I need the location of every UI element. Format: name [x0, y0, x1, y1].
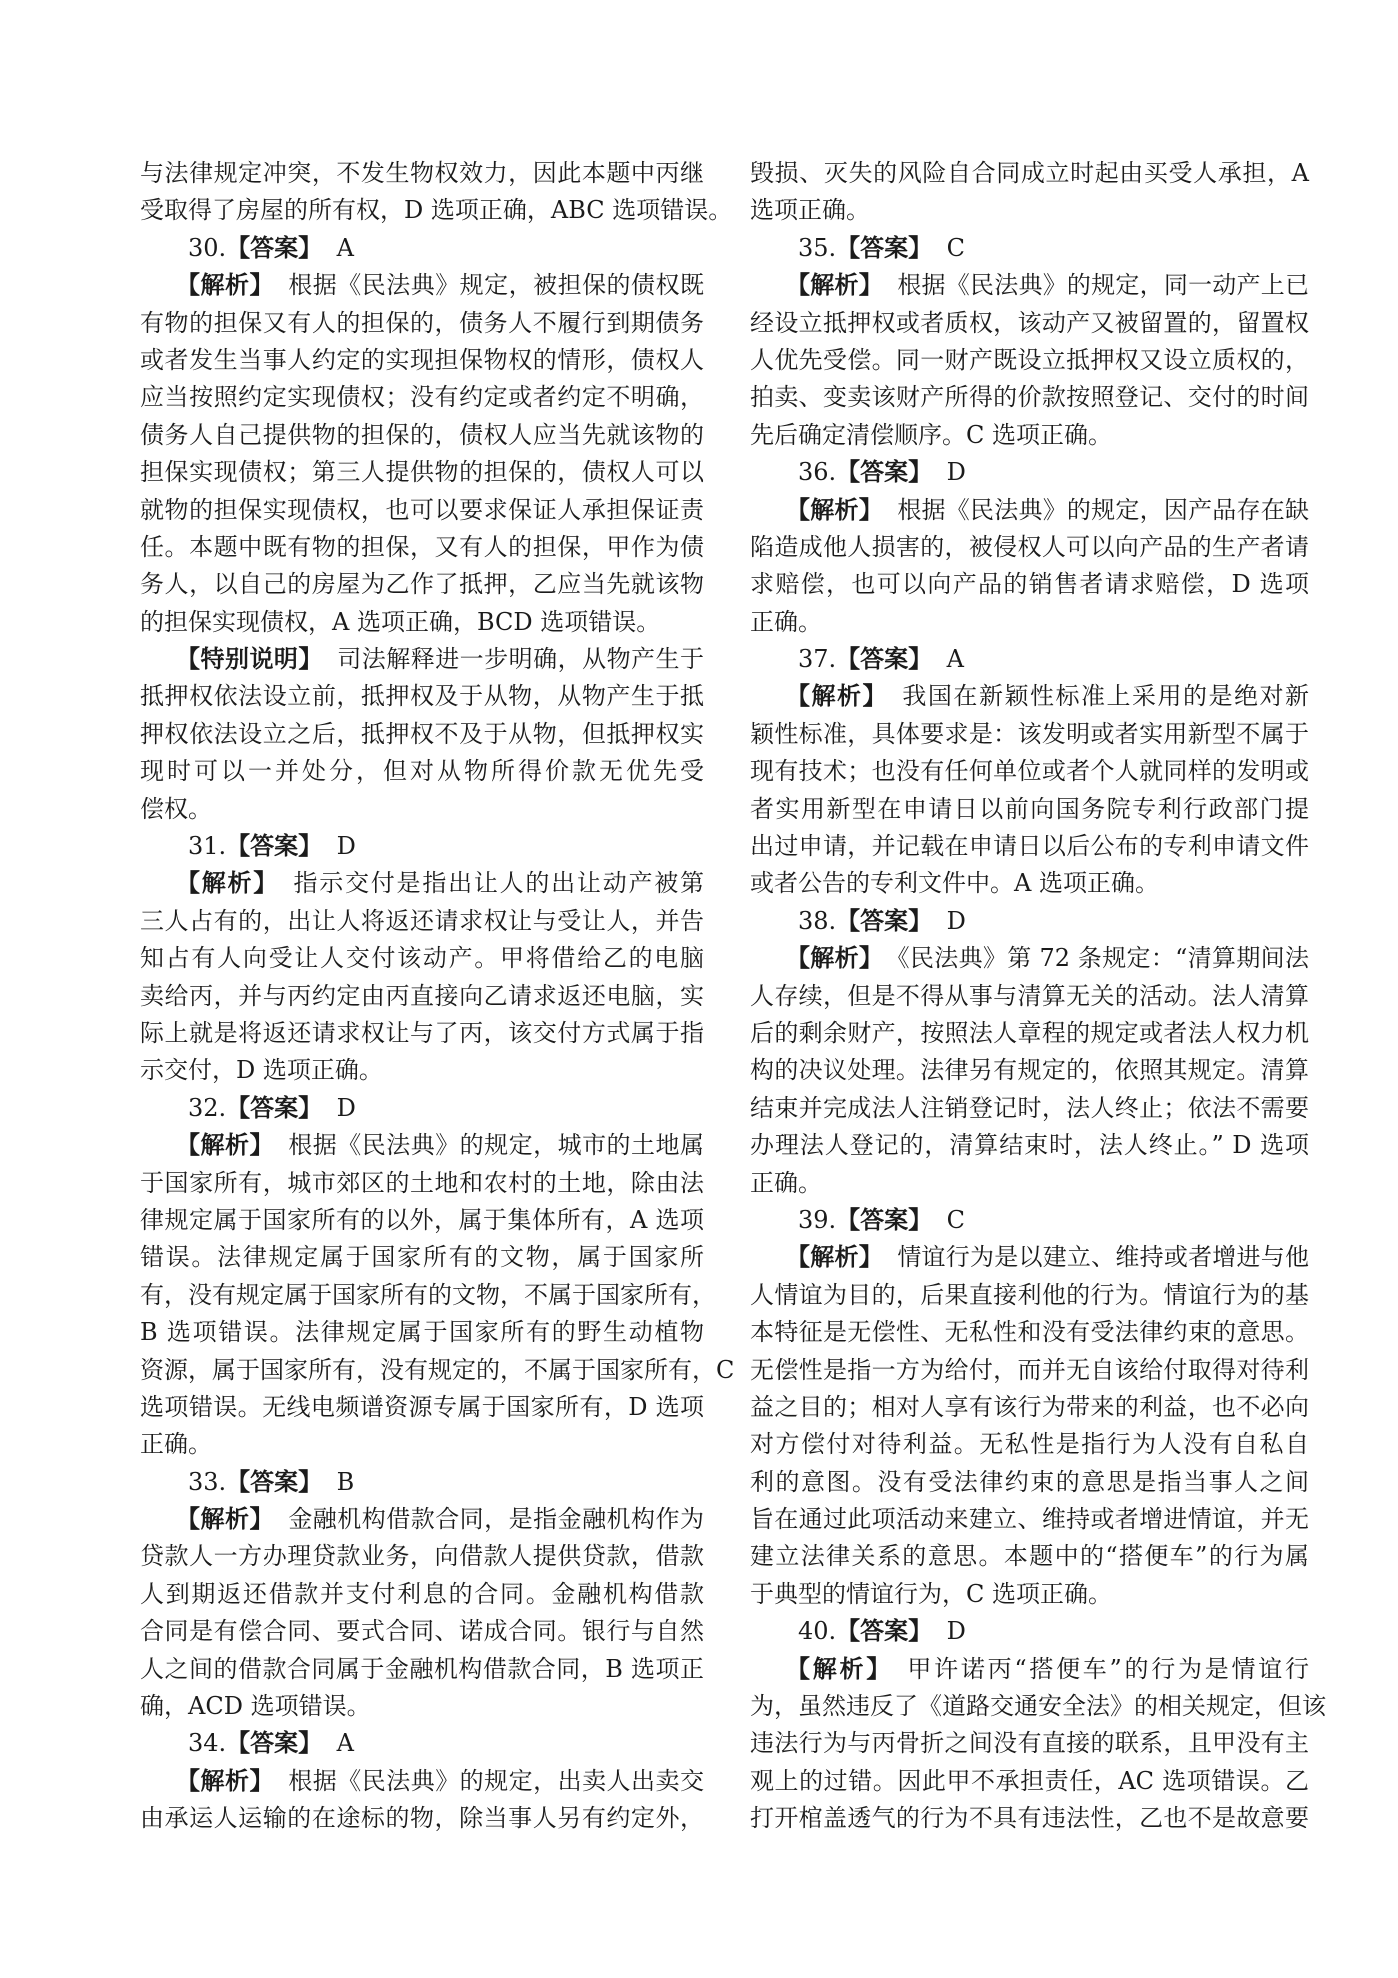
- text-line: [140, 417, 704, 454]
- text-line: [750, 417, 1309, 454]
- line-text: 偿权。: [140, 794, 212, 823]
- text-line: [140, 1015, 704, 1052]
- text-line: [750, 828, 1309, 865]
- line-text: 经设立抵押权或者质权，该动产又被留置的，留置权: [750, 308, 1309, 337]
- line-text: 合同是有偿合同、要式合同、诺成合同。银行与自然: [140, 1617, 704, 1646]
- line-text: 于典型的情谊行为，C 选项正确。: [750, 1579, 1112, 1608]
- analysis-label: 【解析】: [786, 1243, 883, 1272]
- line-text: 益之目的；相对人享有该行为带来的利益，也不必向: [750, 1392, 1309, 1421]
- analysis-label: 【解析】: [176, 1766, 274, 1795]
- line-text: 押权依法设立之后，抵押权不及于从物，但抵押权实: [140, 719, 704, 748]
- answer-line: [750, 230, 1309, 267]
- answer-value: D: [946, 1617, 966, 1646]
- line-text: 根据《民法典》的规定，同一动产上已: [897, 271, 1309, 300]
- text-line: [140, 940, 704, 977]
- text-line: [140, 791, 704, 828]
- text-line: [140, 604, 704, 641]
- text-line: [140, 155, 704, 192]
- text-line: [750, 1352, 1309, 1389]
- answer-line: [750, 1202, 1309, 1239]
- text-line: [140, 379, 704, 416]
- text-line: [750, 1426, 1309, 1463]
- text-line: [140, 978, 704, 1015]
- text-line: [140, 1576, 704, 1613]
- answer-label: 【答案】: [836, 233, 933, 262]
- right-column: [750, 155, 1326, 1838]
- text-line: [140, 1688, 704, 1725]
- line-text: 知占有人向受让人交付该动产。甲将借给乙的电脑: [140, 944, 704, 973]
- line-text: 现有技术；也没有任何单位或者个人就同样的发明或: [750, 757, 1309, 786]
- answer-line: [750, 641, 1309, 678]
- text-line: [750, 1725, 1309, 1762]
- answer-label: 【答案】: [836, 1617, 933, 1646]
- text-line: [750, 305, 1309, 342]
- line-text: 有物的担保又有人的担保的，债务人不履行到期债务: [140, 308, 704, 337]
- line-text: 无偿性是指一方为给付，而并无自该给付取得对待利: [750, 1355, 1309, 1384]
- analysis-line: [140, 1127, 704, 1164]
- line-text: 甲许诺丙“搭便车”的行为是情谊行: [907, 1654, 1309, 1683]
- text-line: [750, 342, 1309, 379]
- text-line: [140, 1389, 704, 1426]
- line-text: 任。本题中既有物的担保，又有人的担保，甲作为债: [140, 532, 704, 561]
- line-text: 示交付，D 选项正确。: [140, 1056, 383, 1085]
- answer-value: D: [336, 1093, 356, 1122]
- line-text: 选项错误。无线电频谱资源专属于国家所有，D 选项: [140, 1392, 704, 1421]
- analysis-line: [750, 492, 1309, 529]
- answer-label: 【答案】: [226, 1093, 323, 1122]
- text-line: [750, 1538, 1309, 1575]
- line-text: 我国在新颖性标准上采用的是绝对新: [902, 682, 1310, 711]
- line-text: 根据《民法典》规定，被担保的债权既: [288, 271, 704, 300]
- line-text: 根据《民法典》的规定，出卖人出卖交: [288, 1766, 704, 1795]
- question-number: 37.: [798, 645, 837, 674]
- question-number: 36.: [798, 458, 837, 487]
- line-text: 正确。: [750, 1168, 822, 1197]
- text-line: [750, 604, 1309, 641]
- line-text: 后的剩余财产，按照法人章程的规定或者法人权力机: [750, 1018, 1309, 1047]
- text-line: [750, 1464, 1309, 1501]
- answer-value: D: [946, 906, 966, 935]
- text-line: [750, 1501, 1309, 1538]
- analysis-label: 【解析】: [786, 495, 883, 524]
- line-text: 《民法典》第 72 条规定：“清算期间法: [897, 944, 1309, 973]
- text-line: [750, 1090, 1309, 1127]
- line-text: 本特征是无偿性、无私性和没有受法律约束的意思。: [750, 1318, 1309, 1347]
- question-number: 33.: [188, 1467, 227, 1496]
- line-text: 担保实现债权；第三人提供物的担保的，债权人可以: [140, 458, 704, 487]
- answer-value: B: [336, 1467, 355, 1496]
- line-text: 办理法人登记的，清算结束时，法人终止。” D 选项: [750, 1131, 1309, 1160]
- line-text: 三人占有的，出让人将返还请求权让与受让人，并告: [140, 906, 704, 935]
- line-text: 旨在通过此项活动来建立、维持或者增进情谊，并无: [750, 1505, 1309, 1534]
- answer-label: 【答案】: [836, 906, 933, 935]
- line-text: 出过申请，并记载在申请日以后公布的专利申请文件: [750, 832, 1309, 861]
- answer-line: [140, 1725, 704, 1762]
- analysis-label: 【解析】: [176, 869, 280, 898]
- line-text: 毁损、灭失的风险自合同成立时起由买受人承担，A: [750, 159, 1309, 187]
- line-text: 指示交付是指出让人的出让动产被第: [293, 869, 705, 898]
- answer-line: [140, 828, 704, 865]
- answer-label: 【答案】: [226, 1729, 323, 1758]
- line-text: 现时可以一并处分，但对从物所得价款无优先受: [140, 757, 704, 786]
- line-text: 结束并完成法人注销登记时，法人终止；依法不需要: [750, 1093, 1309, 1122]
- answer-line: [140, 1090, 704, 1127]
- line-text: 人优先受偿。同一财产既设立抵押权又设立质权的，: [750, 345, 1309, 374]
- line-text: 金融机构借款合同，是指金融机构作为: [288, 1505, 704, 1534]
- answer-line: [750, 903, 1309, 940]
- line-text: 为，虽然违反了《道路交通安全法》的相关规定，但该: [750, 1692, 1326, 1721]
- line-text: 先后确定清偿顺序。C 选项正确。: [750, 420, 1112, 449]
- text-line: [750, 1763, 1309, 1800]
- line-text: 拍卖、变卖该财产所得的价款按照登记、交付的时间: [750, 383, 1309, 412]
- left-column: [140, 155, 735, 1838]
- text-line: [140, 1426, 704, 1463]
- analysis-line: [140, 1763, 704, 1800]
- text-line: [750, 1576, 1309, 1613]
- analysis-line: [750, 1239, 1309, 1276]
- analysis-line: [750, 940, 1309, 977]
- text-line: [750, 865, 1309, 902]
- text-line: [140, 1052, 704, 1089]
- line-text: 错误。法律规定属于国家所有的文物，属于国家所: [140, 1243, 704, 1272]
- answer-line: [750, 1613, 1309, 1650]
- line-text: 应当按照约定实现债权；没有约定或者约定不明确，: [140, 383, 704, 412]
- line-text: 观上的过错。因此甲不承担责任，AC 选项错误。乙: [750, 1766, 1309, 1795]
- line-text: 人之间的借款合同属于金融机构借款合同，B 选项正: [140, 1654, 704, 1683]
- special-note-label: 【特别说明】: [176, 645, 323, 674]
- line-text: 正确。: [750, 607, 822, 636]
- line-text: 颖性标准，具体要求是：该发明或者实用新型不属于: [750, 719, 1309, 748]
- analysis-line: [140, 865, 704, 902]
- line-text: 于国家所有，城市郊区的土地和农村的土地，除由法: [140, 1168, 704, 1197]
- line-text: 建立法律关系的意思。本题中的“搭便车”的行为属: [750, 1542, 1309, 1571]
- text-line: [750, 753, 1309, 790]
- special-note-line: [140, 641, 704, 678]
- text-line: [750, 1688, 1326, 1725]
- question-number: 40.: [798, 1617, 837, 1646]
- line-text: 选项正确。: [750, 196, 870, 225]
- analysis-line: [750, 267, 1309, 304]
- line-text: 正确。: [140, 1430, 212, 1459]
- text-line: [750, 155, 1309, 192]
- analysis-label: 【解析】: [786, 682, 889, 711]
- line-text: 或者公告的专利文件中。A 选项正确。: [750, 869, 1159, 898]
- text-line: [750, 1800, 1309, 1837]
- answer-line: [140, 1464, 704, 1501]
- line-text: 人情谊为目的，后果直接利他的行为。情谊行为的基: [750, 1280, 1309, 1309]
- analysis-label: 【解析】: [786, 271, 883, 300]
- question-number: 39.: [798, 1205, 837, 1234]
- answer-value: D: [946, 458, 966, 487]
- text-line: [140, 192, 733, 229]
- analysis-line: [140, 1501, 704, 1538]
- text-line: [750, 1165, 1309, 1202]
- analysis-line: [750, 1651, 1309, 1688]
- line-text: 打开棺盖透气的行为不具有违法性，乙也不是故意要: [750, 1804, 1309, 1833]
- line-text: 就物的担保实现债权，也可以要求保证人承担保证责: [140, 495, 704, 524]
- answer-value: D: [336, 832, 356, 861]
- line-text: 的担保实现债权，A 选项正确，BCD 选项错误。: [140, 607, 661, 636]
- line-text: 利的意图。没有受法律约束的意思是指当事人之间: [750, 1467, 1309, 1496]
- line-text: 对方偿付对待利益。无私性是指行为人没有自私自: [750, 1430, 1309, 1459]
- question-number: 31.: [188, 832, 227, 861]
- line-text: 抵押权依法设立前，抵押权及于从物，从物产生于抵: [140, 682, 704, 711]
- text-line: [750, 1277, 1309, 1314]
- line-text: 或者发生当事人约定的实现担保物权的情形，债权人: [140, 345, 704, 374]
- text-line: [140, 305, 704, 342]
- analysis-line: [750, 678, 1309, 715]
- answer-label: 【答案】: [226, 1467, 323, 1496]
- text-line: [140, 454, 704, 491]
- answer-label: 【答案】: [836, 458, 933, 487]
- answer-value: C: [946, 233, 965, 262]
- answer-value: A: [336, 233, 354, 262]
- text-line: [140, 1538, 704, 1575]
- answer-label: 【答案】: [836, 645, 933, 674]
- text-line: [750, 529, 1309, 566]
- analysis-label: 【解析】: [176, 1505, 274, 1534]
- text-line: [140, 678, 704, 715]
- line-text: 贷款人一方办理贷款业务，向借款人提供贷款，借款: [140, 1542, 704, 1571]
- line-text: 根据《民法典》的规定，因产品存在缺: [897, 495, 1309, 524]
- text-line: [750, 791, 1309, 828]
- text-line: [140, 1239, 704, 1276]
- analysis-line: [140, 267, 704, 304]
- text-line: [140, 903, 704, 940]
- text-line: [750, 1015, 1309, 1052]
- text-line: [140, 492, 704, 529]
- text-line: [750, 1127, 1309, 1164]
- text-line: [140, 529, 704, 566]
- line-text: 人存续，但是不得从事与清算无关的活动。法人清算: [750, 981, 1309, 1010]
- text-line: [140, 753, 704, 790]
- line-text: 受取得了房屋的所有权，D 选项正确，ABC 选项错误。: [140, 196, 733, 225]
- analysis-label: 【解析】: [176, 1131, 274, 1160]
- text-line: [140, 716, 704, 753]
- answer-line: [140, 230, 704, 267]
- line-text: 根据《民法典》的规定，城市的土地属: [288, 1131, 704, 1160]
- answer-label: 【答案】: [836, 1205, 933, 1234]
- text-line: [140, 1202, 704, 1239]
- text-line: [140, 342, 704, 379]
- line-text: 违法行为与丙骨折之间没有直接的联系，且甲没有主: [750, 1729, 1309, 1758]
- question-number: 32.: [188, 1093, 227, 1122]
- text-line: [750, 1389, 1309, 1426]
- text-line: [750, 192, 1309, 229]
- text-line: [750, 566, 1309, 603]
- line-text: 卖给丙，并与丙约定由丙直接向乙请求返还电脑，实: [140, 981, 704, 1010]
- line-text: 际上就是将返还请求权让与了丙，该交付方式属于指: [140, 1018, 704, 1047]
- question-number: 35.: [798, 233, 837, 262]
- answer-value: C: [946, 1205, 965, 1234]
- text-line: [750, 1314, 1309, 1351]
- line-text: 律规定属于国家所有的以外，属于集体所有，A 选项: [140, 1205, 704, 1234]
- line-text: 确，ACD 选项错误。: [140, 1692, 371, 1721]
- text-line: [140, 1165, 704, 1202]
- analysis-label: 【解析】: [786, 944, 884, 973]
- analysis-label: 【解析】: [786, 1654, 893, 1683]
- answer-value: A: [336, 1729, 354, 1758]
- text-line: [750, 978, 1309, 1015]
- text-line: [140, 1352, 735, 1389]
- line-text: 人到期返还借款并支付利息的合同。金融机构借款: [140, 1579, 704, 1608]
- question-number: 38.: [798, 906, 837, 935]
- text-line: [140, 1277, 716, 1314]
- text-line: [140, 1800, 704, 1837]
- line-text: 资源，属于国家所有，没有规定的，不属于国家所有，C: [140, 1355, 735, 1384]
- text-line: [140, 1314, 704, 1351]
- text-line: [750, 379, 1309, 416]
- question-number: 30.: [188, 233, 227, 262]
- line-text: 务人，以自己的房屋为乙作了抵押，乙应当先就该物: [140, 570, 704, 599]
- line-text: 陷造成他人损害的，被侵权人可以向产品的生产者请: [750, 532, 1309, 561]
- line-text: B 选项错误。法律规定属于国家所有的野生动植物: [140, 1318, 704, 1347]
- line-text: 构的决议处理。法律另有规定的，依照其规定。清算: [750, 1056, 1309, 1085]
- text-line: [140, 1613, 704, 1650]
- answer-line: [750, 454, 1309, 491]
- line-text: 司法解释进一步明确，从物产生于: [337, 645, 705, 674]
- line-text: 者实用新型在申请日以前向国务院专利行政部门提: [750, 794, 1309, 823]
- text-line: [750, 1052, 1309, 1089]
- question-number: 34.: [188, 1729, 227, 1758]
- line-text: 与法律规定冲突，不发生物权效力，因此本题中丙继: [140, 159, 704, 187]
- line-text: 情谊行为是以建立、维持或者增进与他: [897, 1243, 1309, 1272]
- text-line: [750, 716, 1309, 753]
- line-text: 债务人自己提供物的担保的，债权人应当先就该物的: [140, 420, 704, 449]
- text-line: [140, 566, 704, 603]
- line-text: 求赔偿，也可以向产品的销售者请求赔偿，D 选项: [750, 570, 1309, 599]
- text-line: [140, 1651, 704, 1688]
- answer-label: 【答案】: [226, 832, 323, 861]
- answer-label: 【答案】: [226, 233, 323, 262]
- analysis-label: 【解析】: [176, 271, 274, 300]
- line-text: 有，没有规定属于国家所有的文物，不属于国家所有，: [140, 1280, 716, 1309]
- answer-value: A: [946, 645, 964, 674]
- line-text: 由承运人运输的在途标的物，除当事人另有约定外，: [140, 1804, 704, 1833]
